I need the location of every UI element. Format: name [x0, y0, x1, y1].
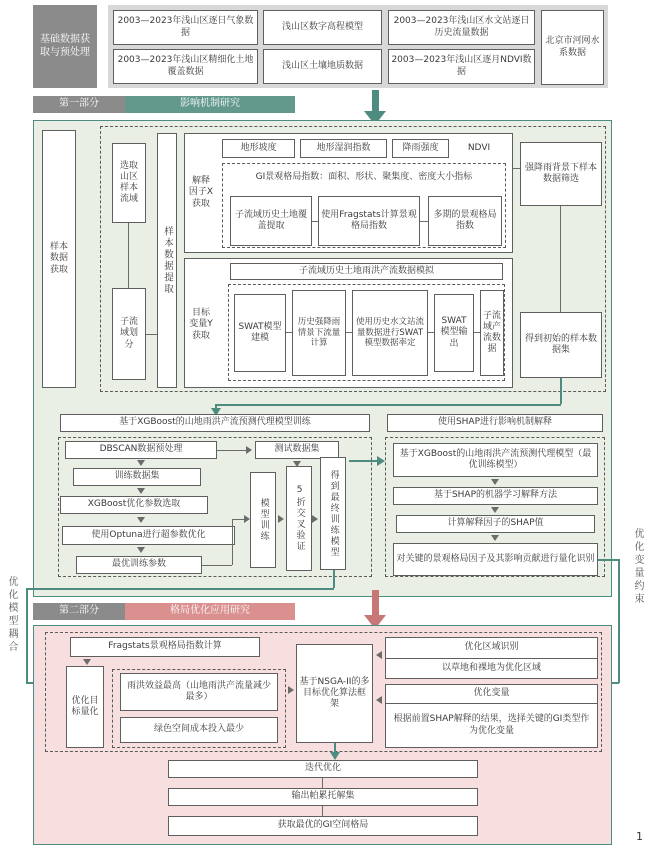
shap-step4-text: 对关键的景观格局因子及其影响贡献进行量化识别 — [396, 553, 595, 564]
connector-line — [322, 806, 323, 816]
gi-index-text-box — [228, 165, 500, 191]
rain-scenario-text: 历史强降雨情景下流量计算 — [297, 317, 341, 349]
data-section-label — [33, 5, 97, 88]
arrow-right-icon — [278, 515, 284, 523]
screening-box — [520, 142, 602, 206]
fragstats-index-box — [70, 637, 260, 657]
cross-validation-text: 5折交叉验证 — [294, 485, 305, 552]
terrain-wetness-box — [300, 139, 387, 158]
xgboost-title-box — [60, 414, 370, 432]
subdivision-box — [112, 288, 146, 380]
swat-calibration-box — [352, 290, 428, 376]
ndvi-label — [453, 139, 505, 158]
terrain-slope-text: 地形坡度 — [240, 142, 277, 153]
initial-dataset-text: 得到初始的样本数据集 — [524, 333, 597, 355]
arrow-down-icon — [137, 547, 145, 553]
right-side-label-text: 优化变量约束 — [632, 528, 643, 606]
region-title-row — [386, 638, 597, 659]
swat-sim-title-text: 子流域历史土地雨洪产流数据模拟 — [298, 265, 434, 276]
region-title-text: 优化区域识别 — [464, 642, 519, 653]
multi-period-index-box — [428, 196, 502, 246]
region-box — [385, 637, 598, 679]
landcover-extract-box — [230, 196, 312, 246]
objective2-box — [120, 717, 278, 743]
terrain-slope-box — [222, 139, 295, 158]
arrow-right-icon — [312, 515, 318, 523]
part2-title-text: 格局优化应用研究 — [170, 605, 250, 617]
data-box-text: 2003—2023年浅山区精细化土地覆盖数据 — [117, 55, 254, 77]
shap-step2-text: 基于SHAP的机器学习解释方法 — [433, 490, 558, 501]
swat-output-box — [434, 294, 474, 372]
arrow-right-icon — [288, 686, 294, 694]
connector-line — [217, 450, 246, 451]
page-number-text: 1 — [636, 830, 643, 843]
swat-sim-title-box — [230, 263, 503, 280]
objective1-text: 雨洪效益最高（山地雨洪产流量减少最多） — [126, 680, 271, 702]
swat-build-text: SWAT模型建模 — [238, 321, 282, 343]
region-desc-row — [386, 659, 597, 678]
best-params-box — [76, 556, 202, 574]
left-side-label-text: 优化模型耦合 — [6, 576, 17, 654]
connector-line — [618, 559, 620, 683]
variable-title-text: 优化变量 — [473, 688, 510, 699]
objective2-text: 绿色空间成本投入最少 — [153, 724, 244, 735]
shap-title-box — [387, 414, 603, 432]
sample-acquisition-box — [42, 130, 76, 388]
landcover-extract-text: 子流域历史土地覆盖提取 — [234, 209, 307, 231]
connector-line — [420, 221, 428, 222]
sample-extraction-box — [157, 133, 177, 388]
swat-calibration-text: 使用历史水文站流量数据进行SWAT模型数据率定 — [355, 317, 424, 349]
connector-line — [598, 559, 619, 561]
iterate-box — [168, 760, 478, 778]
gi-index-text: GI景观格局指数：面积、形状、聚集度、密度大小指标 — [255, 172, 473, 183]
connector-line — [128, 223, 129, 288]
part2-title — [125, 603, 295, 620]
iterate-text: 迭代优化 — [304, 763, 341, 774]
shap-step1-box — [393, 443, 598, 477]
best-params-text: 最优训练参数 — [111, 559, 166, 570]
train-set-box — [73, 468, 201, 486]
optuna-text: 使用Optuna进行超参数优化 — [91, 529, 206, 540]
connector-line — [232, 519, 244, 520]
left-side-label — [4, 576, 19, 716]
pareto-text: 输出帕累托解集 — [291, 791, 355, 802]
part1-title — [125, 96, 295, 113]
fragstats-calc-box — [318, 196, 420, 246]
swat-output-text: SWAT模型输出 — [440, 316, 468, 349]
screening-text: 强降雨背景下样本数据筛选 — [524, 162, 597, 184]
region-desc-text: 以草地和裸地为优化区域 — [441, 662, 541, 673]
test-set-text: 测试数据集 — [274, 444, 320, 455]
connector-line — [349, 460, 378, 462]
data-box-landcover — [113, 49, 258, 84]
sample-extraction-text: 样本数据提取 — [161, 226, 173, 295]
factor-x-label — [186, 158, 216, 228]
variable-title-row — [386, 685, 597, 704]
arrow-down-icon — [491, 535, 499, 541]
data-box-weather — [113, 10, 258, 45]
data-box-flow — [388, 10, 535, 45]
select-watershed-box — [112, 143, 146, 223]
connector-line — [146, 334, 157, 335]
variable-box — [385, 684, 598, 748]
xgboost-title-text: 基于XGBoost的山地雨洪产流预测代理模型训练 — [119, 417, 311, 428]
data-box-text: 2003—2023年浅山区逐月NDVI数据 — [391, 55, 532, 77]
model-training-box — [250, 472, 276, 568]
arrow-down-icon — [330, 752, 340, 760]
arrow-right-icon — [246, 446, 252, 454]
objective-box — [66, 666, 104, 748]
connector-line — [26, 588, 28, 683]
part2-tag — [33, 603, 125, 620]
data-section-label-text: 基础数据获取与预处理 — [40, 34, 90, 58]
connector-line — [560, 378, 562, 404]
data-box-dem — [263, 10, 382, 45]
data-box-text: 浅山区土壤地质数据 — [281, 60, 363, 71]
factor-x-label-text: 解释因子X获取 — [188, 176, 214, 209]
sample-acquisition-text: 样本数据获取 — [49, 242, 68, 275]
result-text: 获取最优的GI空间格局 — [277, 820, 369, 831]
data-box-text: 浅山区数字高程模型 — [281, 21, 363, 32]
rain-intensity-box — [392, 139, 449, 158]
connector-line — [513, 168, 520, 169]
arrow-down-icon — [372, 90, 379, 112]
variable-desc-row — [386, 704, 597, 747]
rain-intensity-text: 降雨强度 — [402, 142, 439, 153]
page-number — [636, 830, 643, 843]
fragstats-index-text: Fragstats景观格局指数计算 — [108, 641, 222, 652]
terrain-wetness-text: 地形湿润指数 — [316, 142, 371, 153]
part1-title-text: 影响机制研究 — [180, 98, 240, 110]
dbscan-box — [65, 441, 217, 459]
connector-line — [26, 588, 334, 590]
ndvi-text: NDVI — [467, 142, 491, 153]
arrow-right-icon — [377, 456, 385, 466]
rain-scenario-box — [292, 290, 346, 376]
swat-build-box — [234, 294, 286, 372]
subdivision-text: 子流域划分 — [119, 317, 138, 350]
data-box-ndvi — [388, 49, 535, 84]
part1-tag-text: 第一部分 — [59, 98, 99, 110]
final-model-text: 得到最终训练模型 — [328, 469, 339, 558]
data-box-text: 2003—2023年浅山区逐日气象数据 — [117, 16, 254, 38]
shap-step1-text: 基于XGBoost的山地雨洪产流预测代理模型（最优训练模型） — [399, 448, 592, 470]
part2-tag-text: 第二部分 — [59, 605, 99, 617]
fragstats-calc-text: 使用Fragstats计算景观格局指数 — [321, 209, 417, 231]
arrow-left-icon — [376, 651, 382, 659]
runoff-data-box — [480, 290, 504, 376]
optuna-box — [62, 526, 235, 545]
part1-tag — [33, 96, 125, 113]
select-watershed-text: 选取山区样本流域 — [119, 160, 138, 205]
nsga-box — [296, 644, 373, 743]
final-model-box — [320, 457, 346, 570]
data-box-soil — [263, 49, 382, 84]
model-training-text: 模型训练 — [258, 498, 269, 542]
arrow-left-icon — [376, 696, 382, 704]
shap-title-text: 使用SHAP进行影响机制解释 — [437, 417, 553, 428]
multi-period-index-text: 多期的景观格局指数 — [433, 209, 497, 231]
connector-line — [333, 570, 335, 588]
shap-step2-box — [393, 487, 598, 505]
shap-step3-box — [396, 515, 595, 533]
arrow-down-red-icon — [372, 590, 379, 616]
target-y-label-text: 目标变量Y获取 — [189, 308, 213, 341]
nsga-text: 基于NSGA-II的多目标优化算法框架 — [299, 676, 370, 710]
cross-validation-box — [286, 466, 312, 571]
arrow-down-icon — [83, 659, 91, 665]
dbscan-text: DBSCAN数据预处理 — [99, 444, 183, 455]
arrow-down-icon — [491, 507, 499, 513]
connector-line — [322, 778, 323, 788]
initial-dataset-box — [520, 312, 602, 378]
connector-line — [215, 404, 561, 406]
connector-line — [202, 565, 232, 566]
train-set-text: 训练数据集 — [114, 471, 160, 482]
arrow-down-icon — [137, 517, 145, 523]
shap-step3-text: 计算解释因子的SHAP值 — [447, 518, 544, 529]
param-select-text: XGBoost优化参数选取 — [87, 499, 181, 510]
pareto-box — [168, 788, 478, 806]
target-y-label — [186, 290, 216, 360]
result-box — [168, 816, 478, 836]
shap-step4-box — [393, 543, 598, 576]
objective1-box — [120, 673, 278, 711]
variable-desc-text: 根据前置SHAP解释的结果，选择关键的GI类型作为优化变量 — [393, 714, 590, 736]
right-side-label — [630, 528, 645, 668]
data-box-rivers — [541, 10, 604, 85]
arrow-down-icon — [137, 488, 145, 494]
arrow-down-icon — [137, 460, 145, 466]
runoff-data-text: 子流域产流数据 — [482, 310, 501, 355]
objective-text: 优化目标量化 — [71, 695, 99, 717]
connector-line — [560, 206, 561, 312]
arrow-down-icon — [491, 479, 499, 485]
data-box-text: 2003—2023年浅山区水文站逐日历史流量数据 — [393, 16, 530, 38]
data-box-text: 北京市河网水系数据 — [545, 36, 600, 58]
connector-line — [232, 519, 233, 565]
param-select-box — [60, 496, 208, 514]
